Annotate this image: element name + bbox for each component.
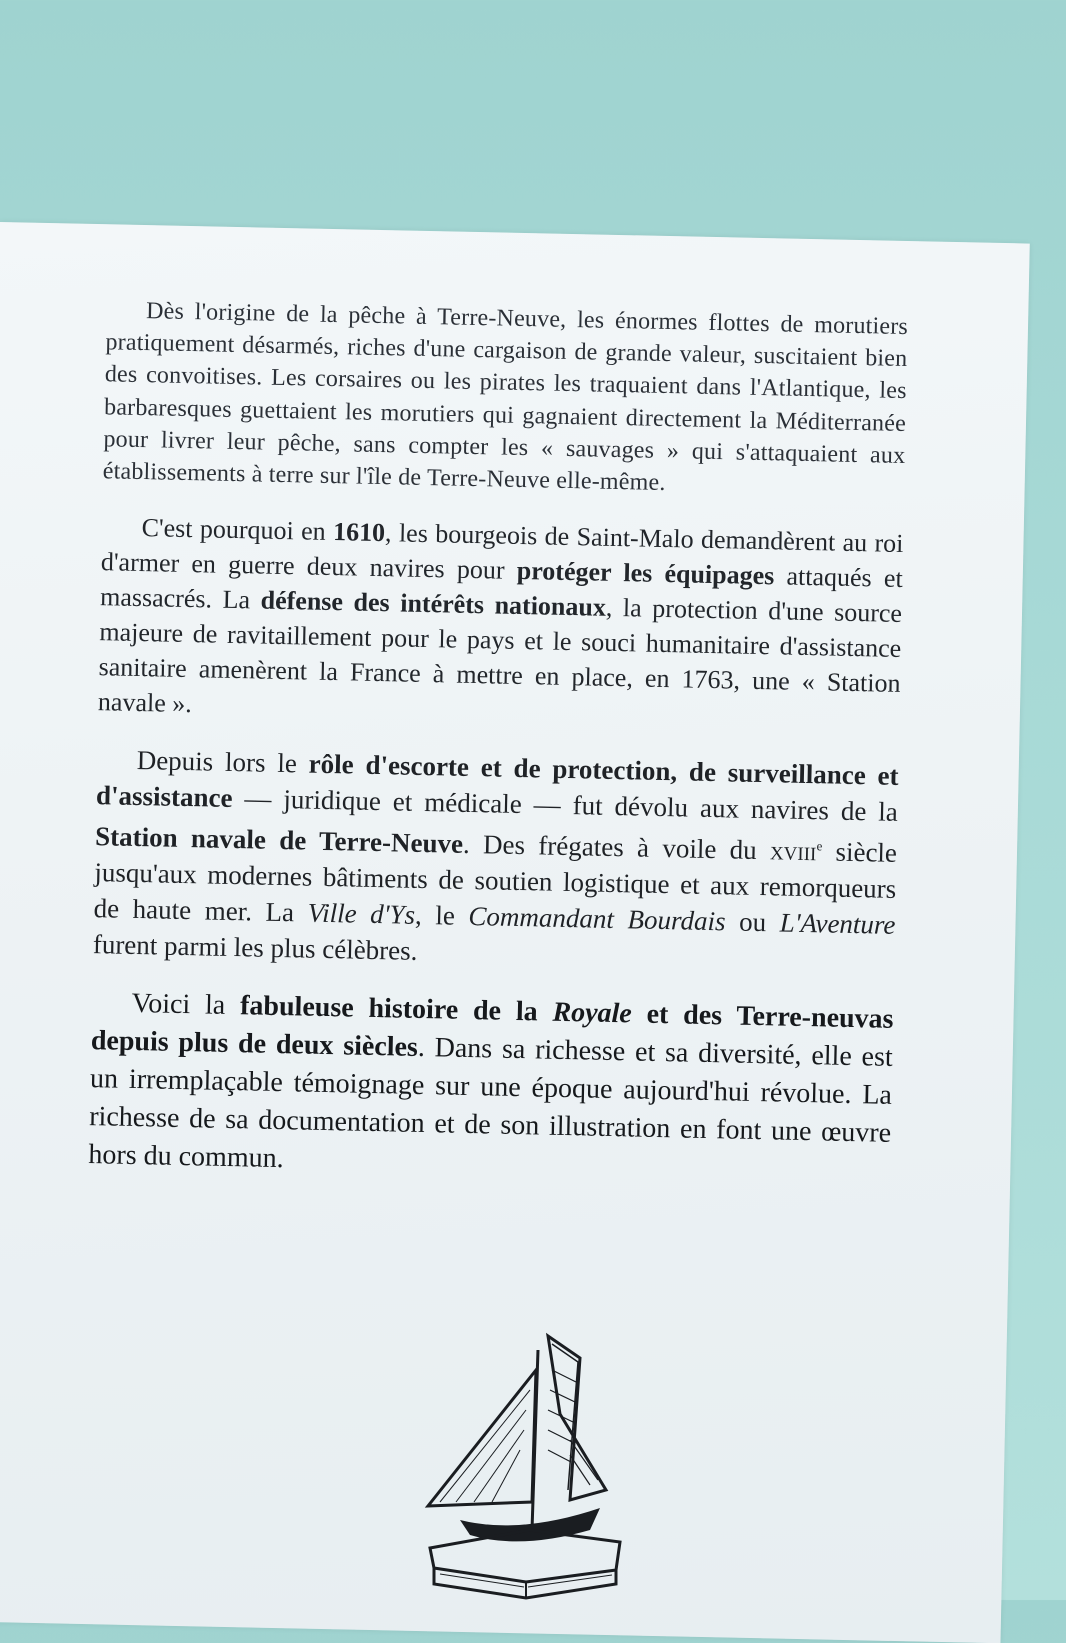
paragraph-2: C'est pourquoi en 1610, les bourgeois de Saint-Malo demandèrent au roi d'armer en guerre deux navires pour protéger les équipages attaqués et massacrés. La défense des intérêts nationaux, la protection d'une source majeure de ravitaillement pour le pays et le souci humanitaire d'assistance sanitaire amenèrent la France à mettre en place, en 1763, une « Station navale ». [97, 513, 904, 719]
paragraph-4: Voici la fabuleuse histoire de la Royale et des Terre-neuvas depuis plus de deux siècles. Dans sa richesse et sa diversité, elle est un irremplaçable témoignage sur une époque aujourd'hui révolue. La richesse de sa documentation et de son illustration en font une œuvre hors du commun. [88, 988, 894, 1175]
paragraph-3: Depuis lors le rôle d'escorte et de protection, de surveillance et d'assistance — juridique et médicale — fut dévolu aux navires de la Station navale de Terre-Neuve. Des frégates à voile du xviii$^e$ siècle jusqu'aux modernes bâtiments de soutien logistique et aux remorqueurs de haute mer. La Ville d'Ys, le Commandant Bourdais ou L'Aventure furent parmi les plus célèbres. [92, 745, 899, 967]
cover-text [88, 294, 909, 1213]
sailboat-book-logo-icon [420, 1330, 630, 1600]
paragraph-1: Dès l'origine de la pêche à Terre-Neuve, les énormes flottes de morutiers pratiquement désarmés, riches d'une cargaison de grande valeur, suscitaient bien des convoitises. Les corsaires ou les pirates les traquaient dans l'Atlantique, les barbaresques guettaient les morutiers qui gagnaient directement la Méditerranée pour livrer leur pêche, sans compter les « sauvages » qui s'attaquaient aux établissements à terre sur l'île de Terre-Neuve elle-même. [102, 298, 909, 497]
